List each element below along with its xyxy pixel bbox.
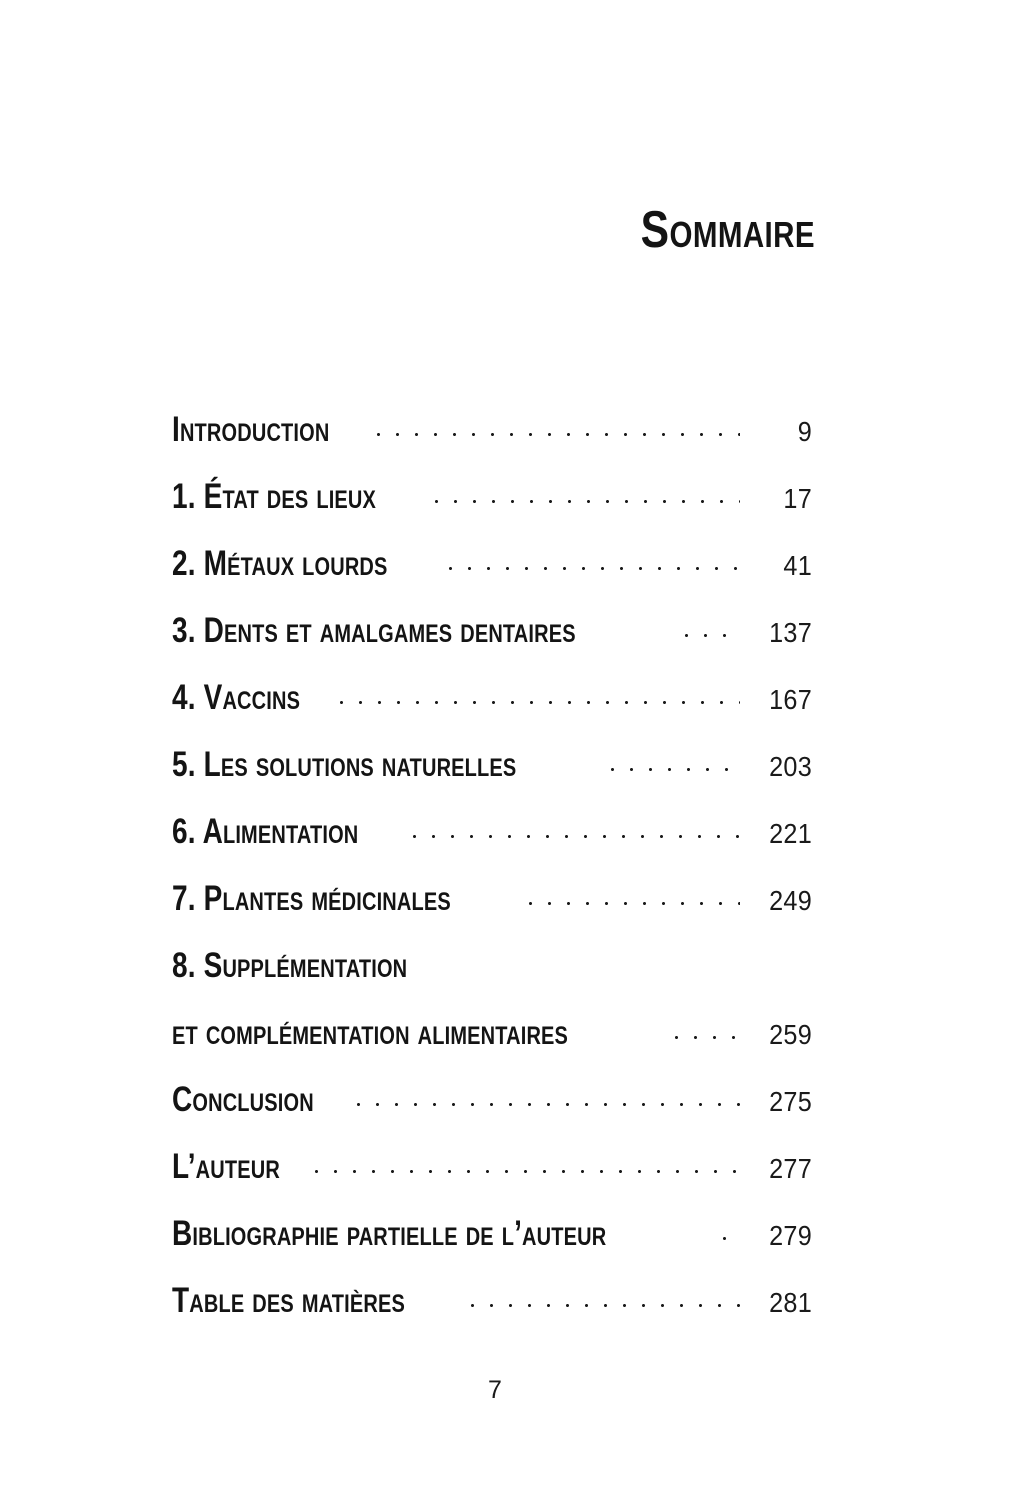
toc-dot-leader <box>357 1095 740 1111</box>
toc-dot-leader <box>529 894 740 910</box>
toc-entry-page-number: 277 <box>769 1153 812 1184</box>
toc-entry-page-number: 221 <box>769 818 812 849</box>
folio-number: 7 <box>488 1376 502 1404</box>
toc-entry-label: 8. Supplémentation <box>172 946 408 985</box>
toc-entry[interactable] <box>172 1149 812 1216</box>
toc-entry[interactable] <box>172 948 812 1015</box>
toc-entry-page-number: 281 <box>769 1287 812 1318</box>
toc-entry-label: et complémentation alimentaires <box>172 1013 569 1052</box>
toc-dot-leader <box>377 425 740 441</box>
toc-dot-leader <box>675 1028 740 1044</box>
toc-entry-label: 5. Les solutions naturelles <box>172 745 517 784</box>
toc-entry-page-number: 41 <box>783 550 812 581</box>
toc-entry-page-number: 203 <box>769 751 812 782</box>
toc-entry-label: Conclusion <box>172 1080 314 1119</box>
toc-entry-label: 7. Plantes médicinales <box>172 879 451 918</box>
toc-entry[interactable] <box>172 1015 812 1082</box>
toc-entry-page-number: 17 <box>783 483 812 514</box>
toc-dot-leader <box>340 693 740 709</box>
toc-entry-label: 3. Dents et amalgames dentaires <box>172 611 576 650</box>
toc-entry-label: 6. Alimentation <box>172 812 359 851</box>
toc-dot-leader <box>449 559 740 575</box>
toc-dot-leader <box>611 760 740 776</box>
toc-entry-page-number: 167 <box>769 684 812 715</box>
toc-entry[interactable] <box>172 814 812 881</box>
toc-entry-label: Bibliographie partielle de l’auteur <box>172 1214 607 1253</box>
folio <box>0 1376 1023 1405</box>
toc-entry[interactable] <box>172 546 812 613</box>
toc-dot-leader <box>723 1229 740 1245</box>
toc-entry[interactable] <box>172 613 812 680</box>
toc-dot-leader <box>435 492 740 508</box>
page-title: Sommaire <box>640 201 815 259</box>
toc-entry-page-number: 275 <box>769 1086 812 1117</box>
toc-entry-page-number: 259 <box>769 1019 812 1050</box>
toc-dot-leader <box>413 827 740 843</box>
toc-entry[interactable] <box>172 1216 812 1283</box>
toc-entry[interactable] <box>172 1082 812 1149</box>
toc-entry-label: L’auteur <box>172 1147 280 1186</box>
toc-entry[interactable] <box>172 412 812 479</box>
toc-dot-leader <box>471 1296 740 1312</box>
toc-entry-label: Table des matières <box>172 1281 405 1320</box>
toc-entry[interactable] <box>172 479 812 546</box>
toc-entry-label: 1. État des lieux <box>172 477 377 516</box>
toc-dot-leader <box>315 1162 740 1178</box>
toc-entry-page-number: 249 <box>769 885 812 916</box>
toc-entry[interactable] <box>172 680 812 747</box>
toc-entry[interactable] <box>172 1283 812 1350</box>
toc-entry-label: 2. Métaux lourds <box>172 544 388 583</box>
toc-entry-page-number: 279 <box>769 1220 812 1251</box>
toc-entry-label: 4. Vaccins <box>172 678 301 717</box>
toc-entry-label: Introduction <box>172 410 330 449</box>
toc-entry[interactable] <box>172 747 812 814</box>
toc-entry-page-number: 9 <box>797 416 812 447</box>
toc-entry[interactable] <box>172 881 812 948</box>
toc-dot-leader <box>685 626 740 642</box>
toc-entry-page-number: 137 <box>769 617 812 648</box>
table-of-contents-list <box>172 412 812 1350</box>
